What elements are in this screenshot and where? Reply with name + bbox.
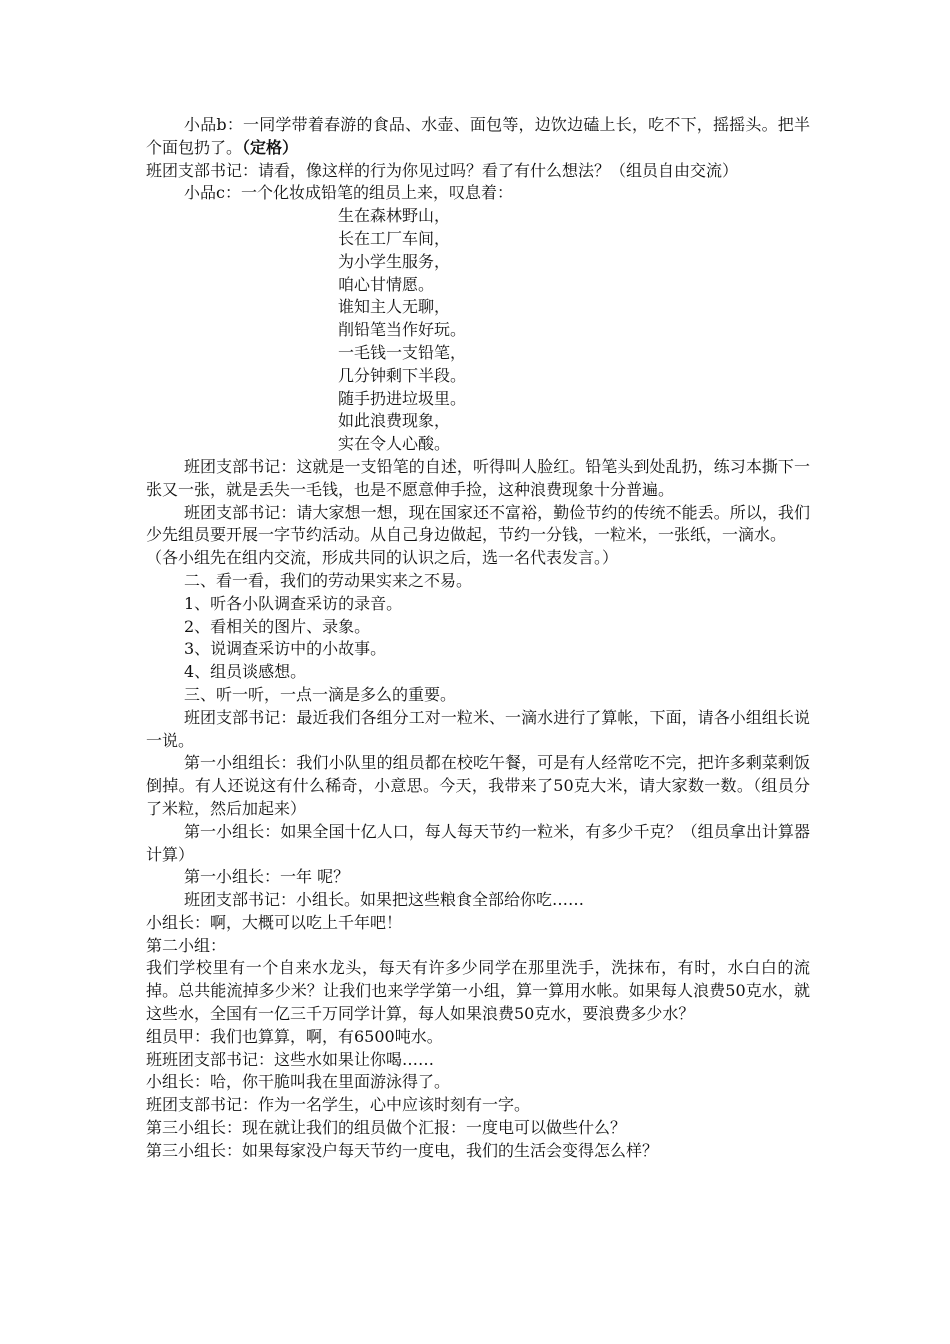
paragraph: 第三小组长：现在就让我们的组员做个汇报：一度电可以做些什么？ [146,1118,627,1138]
poem-line: 生在森林野山， [338,206,451,226]
paragraph: 班团支部书记：请大家想一想，现在国家还不富裕，勤俭节约的传统不能丢。所以，我们少先组员要开展一字节约活动。从自己身边做起，节约一分钱，一粒米，一张纸，一滴水。 [146,502,810,545]
paragraph: 组员甲：我们也算算，啊，有6500吨水。 [146,1026,443,1046]
paragraph: 班团支部书记：最近我们各组分工对一粒米、一滴水进行了算帐，下面，请各小组组长说一说。 [146,707,810,750]
paragraph: 班团支部书记：小组长。如果把这些粮食全部给你吃…… [184,890,585,910]
paragraph: 班团支部书记：这就是一支铅笔的自述，听得叫人脸红。铅笔头到处乱扔，练习本撕下一张又一张，就是丢失一毛钱，也是不愿意伸手捡，这种浪费现象十分普遍。 [146,456,810,499]
poem-line: 实在令人心酸。 [338,434,451,454]
paragraph: 三、听一听，一点一滴是多么的重要。 [184,684,457,704]
bold-annotation: （定格） [242,137,299,157]
poem-line: 随手扔进垃圾里。 [338,388,467,408]
poem-line: 几分钟剩下半段。 [338,365,467,385]
paragraph: 第一小组组长：我们小队里的组员都在校吃午餐，可是有人经常吃不完，把许多剩菜剩饭倒掉。有人还说这有什么稀奇，小意思。今天，我带来了50克大米，请大家数一数。（组员分了米粒，然后加起来） [146,753,810,818]
paragraph: 二、看一看，我们的劳动果实来之不易。 [184,570,473,590]
paragraph: 3、说调查采访中的小故事。 [184,639,387,659]
paragraph: 第二小组： [146,935,227,955]
paragraph: 班团支部书记：作为一名学生，心中应该时刻有一字。 [146,1095,531,1115]
paragraph: 小组长：啊，大概可以吃上千年吧！ [146,912,403,932]
paragraph: 4、组员谈感想。 [184,662,307,682]
paragraph: 小品c：一个化妆成铅笔的组员上来，叹息着： [184,183,513,203]
paragraph: 1、听各小队调查采访的录音。 [184,593,403,613]
paragraph: 第三小组长：如果每家没户每天节约一度电，我们的生活会变得怎么样？ [146,1140,659,1160]
paragraph: （各小组先在组内交流，形成共同的认识之后，选一名代表发言。） [146,548,619,568]
poem-line: 如此浪费现象， [338,411,451,431]
paragraph-text: 小品b：一同学带着春游的食品、水壶、面包等，边饮边磕上长，吃不下，摇摇头。把半个面包扔了。 [146,115,810,157]
poem-line: 谁知主人无聊， [338,297,451,317]
body-text [146,456,810,1163]
paragraph [146,114,810,160]
paragraph: 我们学校里有一个自来水龙头，每天有许多少同学在那里洗手，洗抹布，有时，水白白的流掉。总共能流掉多少米？让我们也来学学第一小组，算一算用水帐。如果每人浪费50克水，就这些水，全国有一亿三千万同学计算，每人如果浪费50克水，要浪费多少水？ [146,958,810,1024]
paragraph: 班团支部书记：请看，像这样的行为你见过吗？看了有什么想法？（组员自由交流） [146,160,739,180]
paragraph: 班班团支部书记：这些水如果让你喝…… [146,1049,435,1069]
paragraph: 2、看相关的图片、录象。 [184,616,371,636]
poem-line: 咱心甘情愿。 [338,274,435,294]
paragraph: 第一小组长：一年 呢？ [184,867,350,887]
poem-line: 一毛钱一支铅笔， [338,342,467,362]
paragraph: 第一小组长：如果全国十亿人口，每人每天节约一粒米，有多少千克？（组员拿出计算器计算） [146,821,810,864]
poem [146,205,810,456]
document-page [146,114,810,1163]
poem-line: 为小学生服务， [338,251,451,271]
poem-line: 长在工厂车间， [338,228,451,248]
poem-line: 削铅笔当作好玩。 [338,320,467,340]
paragraph: 小组长：哈，你干脆叫我在里面游泳得了。 [146,1072,451,1092]
